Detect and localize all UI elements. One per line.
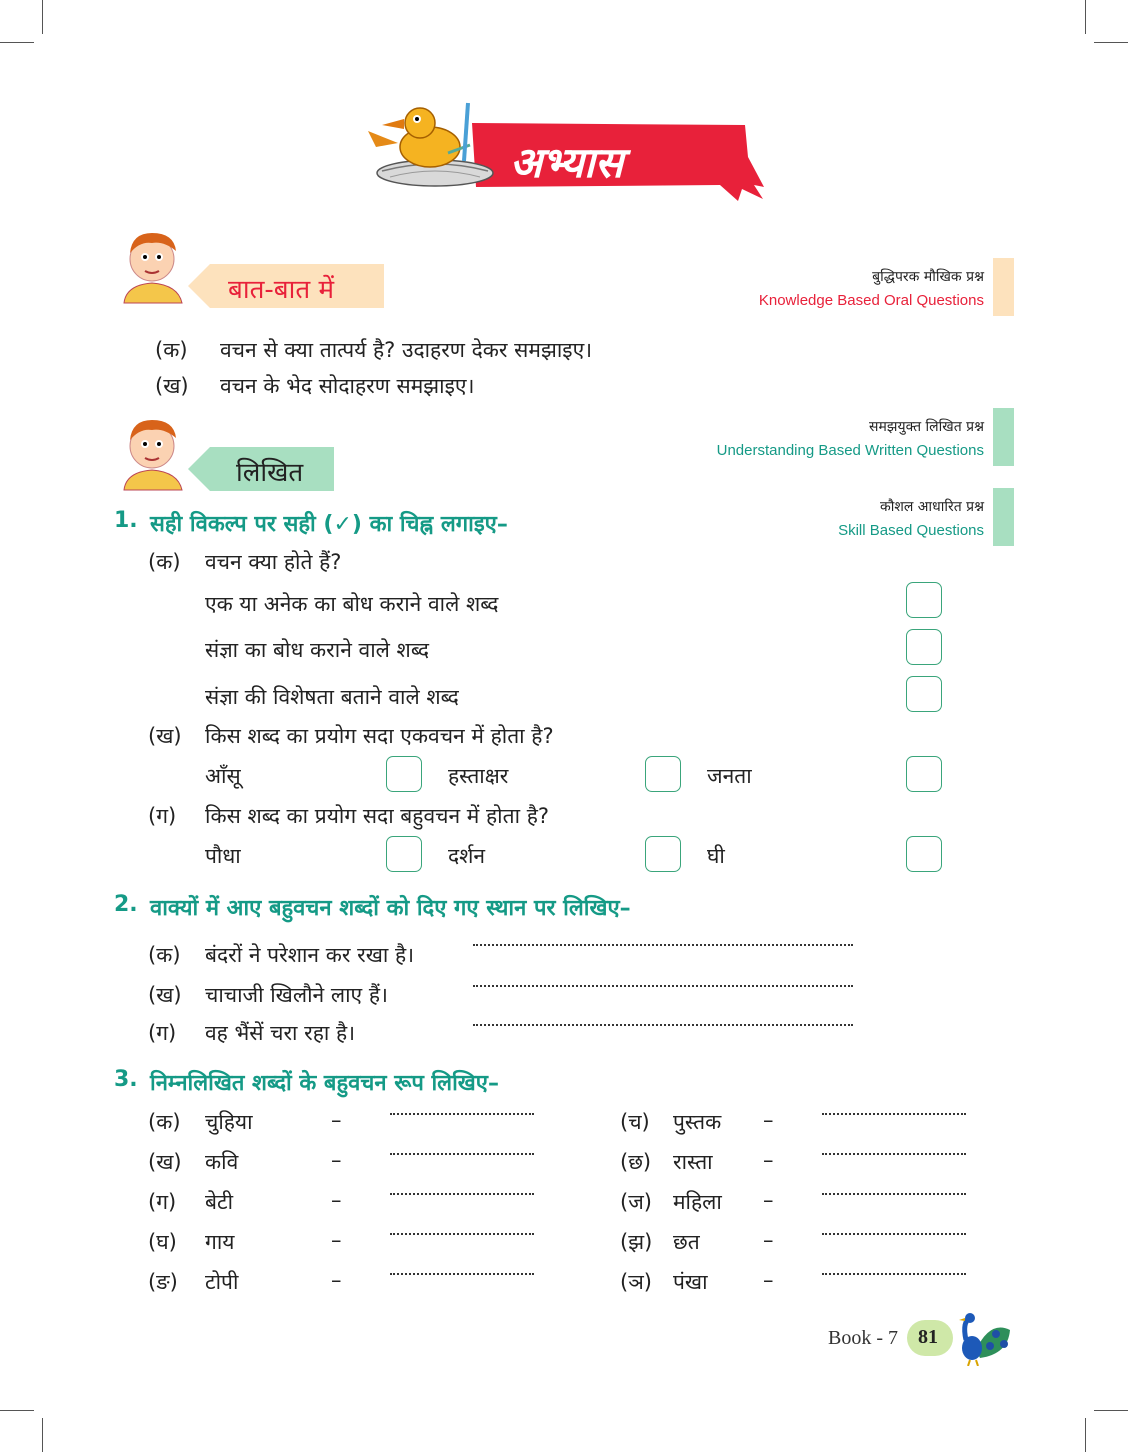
skill-side-english: Skill Based Questions xyxy=(838,522,984,539)
q3-word: बेटी xyxy=(205,1190,234,1214)
q1b-option: हस्ताक्षर xyxy=(448,764,509,788)
q3-dash: – xyxy=(763,1228,774,1252)
oral-side-english: Knowledge Based Oral Questions xyxy=(758,292,984,309)
q3-word: कवि xyxy=(205,1150,239,1174)
q1a-option: संज्ञा की विशेषता बताने वाले शब्द xyxy=(205,685,459,709)
written-label: लिखित xyxy=(236,458,304,488)
answer-line[interactable] xyxy=(473,944,853,946)
answer-line[interactable] xyxy=(390,1233,534,1235)
oral-side-hindi: बुद्धिपरक मौखिक प्रश्न xyxy=(872,269,984,285)
answer-checkbox[interactable] xyxy=(906,629,942,665)
answer-checkbox[interactable] xyxy=(645,836,681,872)
peacock-icon xyxy=(950,1310,1012,1366)
q3-word: छत xyxy=(673,1230,700,1254)
answer-checkbox[interactable] xyxy=(906,756,942,792)
q2-sentence: चाचाजी खिलौने लाए हैं। xyxy=(205,983,388,1007)
q1c-question: किस शब्द का प्रयोग सदा बहुवचन में होता है? xyxy=(205,804,549,828)
q1-number: 1. xyxy=(114,508,138,533)
answer-line[interactable] xyxy=(822,1113,966,1115)
written-side-bar xyxy=(993,408,1014,466)
answer-checkbox[interactable] xyxy=(906,582,942,618)
q3-dash: – xyxy=(331,1188,342,1212)
answer-line[interactable] xyxy=(390,1273,534,1275)
q3-number: 3. xyxy=(114,1067,138,1092)
q2-marker: (क) xyxy=(148,943,181,967)
answer-checkbox[interactable] xyxy=(906,836,942,872)
q1-title: सही विकल्प पर सही (✓) का चिह्न लगाइए– xyxy=(150,512,508,537)
boy-icon xyxy=(118,414,188,492)
q1c-option: पौधा xyxy=(205,844,241,868)
q1b-option: आँसू xyxy=(205,764,241,788)
written-label-tag xyxy=(188,447,334,491)
answer-line[interactable] xyxy=(390,1153,534,1155)
crop-mark xyxy=(1085,1418,1086,1452)
q3-marker: (झ) xyxy=(620,1230,653,1254)
crop-mark xyxy=(42,1418,43,1452)
q3-marker: (ङ) xyxy=(148,1270,178,1294)
oral-q-marker: (ख) xyxy=(155,374,189,398)
written-side-hindi: समझयुक्त लिखित प्रश्न xyxy=(869,419,984,435)
answer-line[interactable] xyxy=(822,1193,966,1195)
q1b-option: जनता xyxy=(707,764,752,788)
header-banner xyxy=(360,95,780,215)
answer-line[interactable] xyxy=(822,1153,966,1155)
crop-mark xyxy=(1094,1410,1128,1411)
q3-marker: (ग) xyxy=(148,1190,177,1214)
page-number: 81 xyxy=(918,1326,938,1348)
crop-mark xyxy=(1094,42,1128,43)
answer-checkbox[interactable] xyxy=(645,756,681,792)
oral-label-tag xyxy=(188,264,384,308)
q1c-option: घी xyxy=(707,844,725,868)
q3-title: निम्नलिखित शब्दों के बहुवचन रूप लिखिए– xyxy=(150,1071,499,1096)
answer-line[interactable] xyxy=(390,1113,534,1115)
crop-mark xyxy=(0,42,34,43)
q3-dash: – xyxy=(763,1148,774,1172)
answer-line[interactable] xyxy=(822,1273,966,1275)
answer-checkbox[interactable] xyxy=(386,836,422,872)
q1c-marker: (ग) xyxy=(148,804,177,828)
q3-dash: – xyxy=(331,1268,342,1292)
q3-marker: (क) xyxy=(148,1110,181,1134)
q3-word: गाय xyxy=(205,1230,235,1254)
q2-sentence: बंदरों ने परेशान कर रखा है। xyxy=(205,943,415,967)
q2-marker: (ग) xyxy=(148,1021,177,1045)
skill-side-bar xyxy=(993,488,1014,546)
boy-avatar xyxy=(118,227,188,305)
q3-word: टोपी xyxy=(205,1270,239,1294)
q3-marker: (छ) xyxy=(620,1150,652,1174)
q3-marker: (ख) xyxy=(148,1150,182,1174)
q1a-option: संज्ञा का बोध कराने वाले शब्द xyxy=(205,638,429,662)
oral-q-marker: (क) xyxy=(155,338,188,362)
answer-line[interactable] xyxy=(473,1024,853,1026)
answer-line[interactable] xyxy=(390,1193,534,1195)
q2-sentence: वह भैंसें चरा रहा है। xyxy=(205,1021,356,1045)
q3-marker: (घ) xyxy=(148,1230,177,1254)
answer-checkbox[interactable] xyxy=(386,756,422,792)
q3-dash: – xyxy=(763,1268,774,1292)
q1c-option: दर्शन xyxy=(448,844,486,868)
q2-marker: (ख) xyxy=(148,983,182,1007)
q3-word: पंखा xyxy=(673,1270,708,1294)
crop-mark xyxy=(1085,0,1086,34)
crop-mark xyxy=(0,1410,34,1411)
q3-marker: (ज) xyxy=(620,1190,652,1214)
q1b-marker: (ख) xyxy=(148,724,182,748)
oral-label: बात-बात में xyxy=(228,275,334,305)
q1b-question: किस शब्द का प्रयोग सदा एकवचन में होता है? xyxy=(205,724,554,748)
oral-q-text: वचन से क्या तात्पर्य है? उदाहरण देकर समझाइए। xyxy=(220,338,593,362)
oral-side-bar xyxy=(993,258,1014,316)
book-label: Book - 7 xyxy=(828,1327,898,1349)
written-side-english: Understanding Based Written Questions xyxy=(716,442,984,459)
q1a-option: एक या अनेक का बोध कराने वाले शब्द xyxy=(205,592,499,616)
q2-number: 2. xyxy=(114,892,138,917)
answer-checkbox[interactable] xyxy=(906,676,942,712)
q3-word: रास्ता xyxy=(673,1150,713,1174)
q1a-question: वचन क्या होते हैं? xyxy=(205,550,342,574)
skill-side-hindi: कौशल आधारित प्रश्न xyxy=(879,499,984,515)
crop-mark xyxy=(42,0,43,34)
banner-title: अभ्यास xyxy=(510,138,624,187)
q3-word: चुहिया xyxy=(205,1110,253,1134)
q3-dash: – xyxy=(763,1188,774,1212)
q3-word: पुस्तक xyxy=(673,1110,722,1134)
oral-q-text: वचन के भेद सोदाहरण समझाइए। xyxy=(220,374,475,398)
q1a-marker: (क) xyxy=(148,550,181,574)
answer-line[interactable] xyxy=(473,985,853,987)
boy-icon xyxy=(118,227,188,305)
q3-dash: – xyxy=(763,1108,774,1132)
q3-marker: (ञ) xyxy=(620,1270,652,1294)
boy-avatar xyxy=(118,414,188,492)
answer-line[interactable] xyxy=(822,1233,966,1235)
q3-marker: (च) xyxy=(620,1110,650,1134)
q3-word: महिला xyxy=(673,1190,722,1214)
q3-dash: – xyxy=(331,1108,342,1132)
q3-dash: – xyxy=(331,1148,342,1172)
q2-title: वाक्यों में आए बहुवचन शब्दों को दिए गए स्थान पर लिखिए– xyxy=(150,896,631,921)
q3-dash: – xyxy=(331,1228,342,1252)
